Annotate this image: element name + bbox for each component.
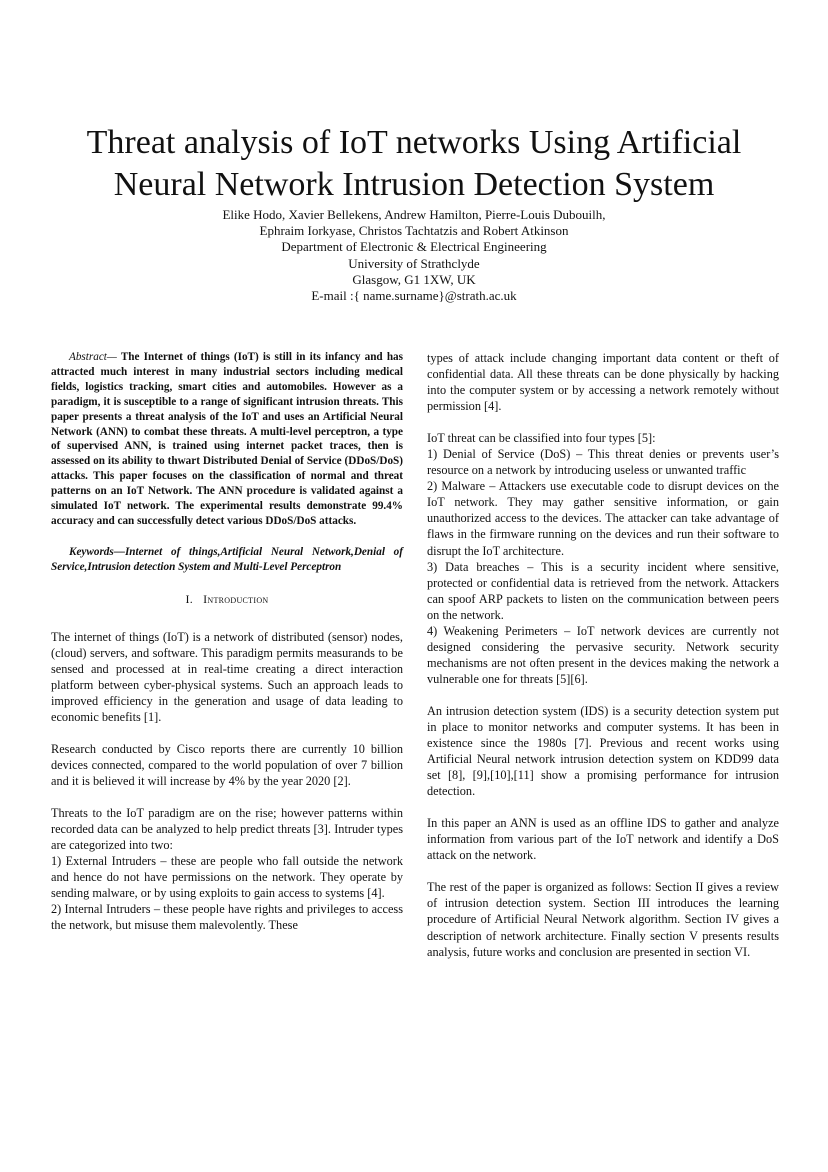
intruder-type-external: 1) External Intruders – these are people who fall outside the network and hence do not have permissions on the network. They operate by sending malware, or by using exploits to gain access to systems [4].	[51, 854, 403, 901]
intro-paragraph-1: The internet of things (IoT) is a network of distributed (sensor) nodes, (cloud) servers, and software. This paradigm permits measurands to be sensed and processed at in real-time creating a direct interaction platform between cyber-physical systems. Such an approach leads to improved efficiency in the generation and usage of data leading to economic benefits [1].	[51, 629, 403, 724]
abstract-lead: Abstract—	[69, 351, 117, 363]
section-heading-introduction	[51, 591, 403, 607]
title-line-2: Neural Network Intrusion Detection System	[113, 166, 715, 203]
threat-type-dos: 1) Denial of Service (DoS) – This threat denies or prevents user’s resource on a network by introducing useless or unwanted traffic	[427, 447, 779, 478]
authors-line-2: Ephraim Iorkyase, Christos Tachtatzis and Robert Atkinson	[259, 223, 569, 239]
author-email: E-mail :{ name.surname}@strath.ac.uk	[311, 288, 517, 304]
keywords-text: Internet of things,Artificial Neural Network,Denial of Service,Intrusion detection System and Multi-Level Perceptron	[51, 545, 403, 573]
intro-paragraph-3: Threats to the IoT paradigm are on the rise; however patterns within recorded data can be analyzed to help predict threats [3]. Intruder types are categorized into two:	[51, 806, 403, 853]
abstract	[51, 350, 403, 529]
intro-paragraph-4: types of attack include changing important data content or theft of confidential data. All these threats can be done physically by hacking into the computer system or by accessing a network remotely without permission [4].	[427, 351, 779, 414]
author-block	[60, 207, 768, 304]
keywords	[51, 545, 403, 575]
intruder-type-internal: 2) Internal Intruders – these people have rights and privileges to access the network, but misuse them malevolently. These	[51, 902, 403, 933]
threat-type-data-breaches: 3) Data breaches – This is a security incident where sensitive, protected or confidential data is retrieved from the network. Attackers can spoof ARP packets to listen on the communication between peers on the network.	[427, 559, 779, 622]
threat-types-intro: IoT threat can be classified into four types [5]:	[427, 431, 656, 446]
threat-type-malware: 2) Malware – Attackers use executable code to disrupt devices on the IoT network. They may gather sensitive information, or gain unauthorized access to the devices. The attacker can take advantage of flaws in the firmware running on the devices and run their software to disrupt the IoT architecture.	[427, 479, 779, 558]
threat-type-weakening-perimeters: 4) Weakening Perimeters – IoT network devices are currently not designed considering the pervasive security. Network security mechanisms are not often present in the devices making the network a vulnerable one for threats [5][6].	[427, 623, 779, 686]
paper-title	[40, 122, 788, 206]
section-number: I.	[185, 591, 194, 606]
keywords-lead: Keywords—	[69, 545, 125, 558]
abstract-text: The Internet of things (IoT) is still in its infancy and has attracted much interest in many industrial sectors including medical fields, logistics tracking, smart cities and automobiles. However as a paradigm, it is susceptible to a range of significant intrusion threats. This paper presents a threat analysis of the IoT and uses an Artificial Neural Network (ANN) to combat these threats. A multi-level perceptron, a type of supervised ANN, is trained using internet packet traces, then is assessed on its ability to thwart Distributed Denial of Service (DDoS/DoS) attacks. This paper focuses on the classification of normal and threat patterns on an IoT Network. The ANN procedure is validated against a simulated IoT network. The experimental results demonstrate 99.4% accuracy and can successfully detect various DDoS/DoS attacks.	[51, 351, 403, 527]
intro-paragraph-organization: The rest of the paper is organized as follows: Section II gives a review of intrusion detection system. Section III introduces the learning procedure of Artificial Neural Network algorithm. Section IV gives a description of network architecture. Finally section V presents results analysis, future works and conclusion are presented in section VI.	[427, 880, 779, 959]
affiliation-department: Department of Electronic & Electrical Engineering	[281, 239, 547, 255]
intro-paragraph-ann: In this paper an ANN is used as an offline IDS to gather and analyze information from various part of the IoT network and identify a DoS attack on the network.	[427, 816, 779, 863]
right-column	[427, 350, 779, 960]
authors-line-1: Elike Hodo, Xavier Bellekens, Andrew Hamilton, Pierre-Louis Dubouilh,	[222, 207, 606, 222]
intro-paragraph-ids: An intrusion detection system (IDS) is a security detection system put in place to monitor networks and computer systems. It has been in existence since the 1980s [7]. Previous and recent works using Artificial Neural network intrusion detection system on KDD99 data set [8], [9],[10],[11] show a promising performance for intrusion detection.	[427, 703, 779, 799]
affiliation-university: University of Strathclyde	[348, 255, 480, 271]
affiliation-city: Glasgow, G1 1XW, UK	[352, 271, 476, 287]
intro-paragraph-2: Research conducted by Cisco reports there are currently 10 billion devices connected, compared to the world population of over 7 billion and it is believed it will increase by 4% by the year 2020 [2].	[51, 741, 403, 789]
section-title: Introduction	[203, 591, 269, 606]
title-line-1: Threat analysis of IoT networks Using Artificial	[86, 124, 742, 161]
left-column	[51, 350, 403, 933]
